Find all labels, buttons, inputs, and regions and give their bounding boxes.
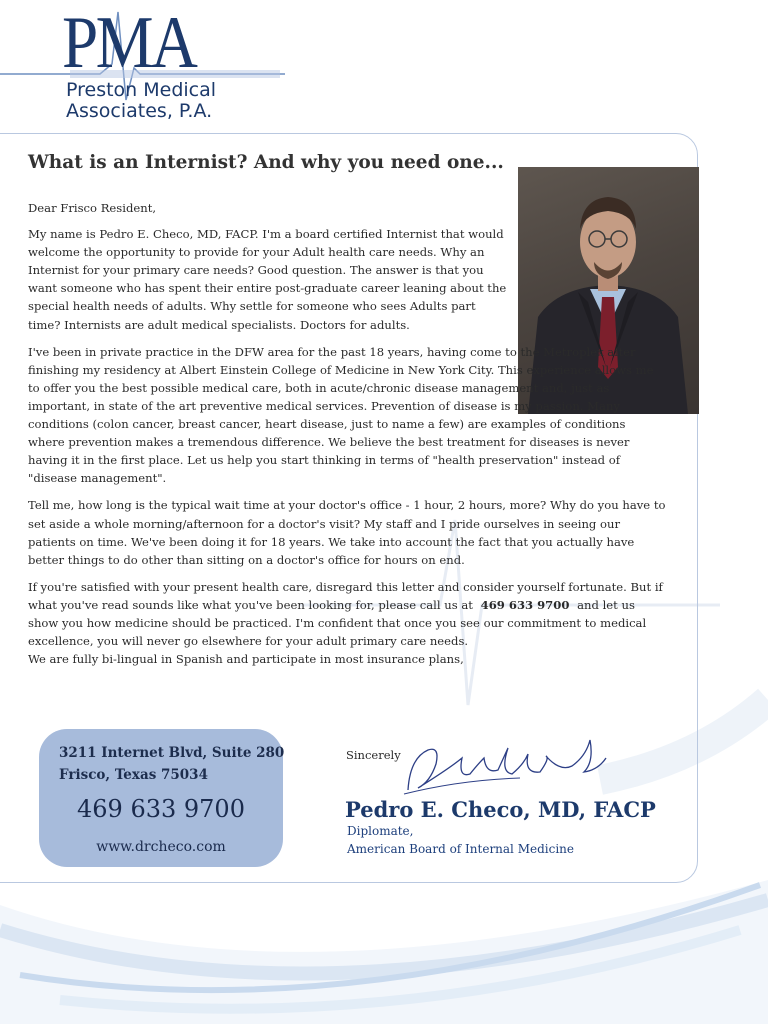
city-address: Frisco, Texas 75034 [59,767,208,783]
page-title: What is an Internist? And why you need one... [28,152,504,173]
street-address: 3211 Internet Blvd, Suite 280 [59,745,285,761]
logo-line-2: Associates, P.A. [66,100,213,122]
inline-phone-number[interactable]: 469 633 9700 [480,597,570,612]
paragraph-4-text-before: If you're satisfied with your present health care, disregard this letter and consider yourself fortunate. But if what you've read sounds like what you've been looking for, please call us at [28,579,663,612]
paragraph-2 [28,343,664,488]
signature-icon [400,728,615,798]
website-link[interactable]: www.drcheco.com [96,839,226,855]
sincerely-text: Sincerely [346,748,401,762]
credential-line-1: Diplomate, [347,824,414,838]
paragraph-4-text-after: and let us show you how medicine should be practiced. I'm confident that once you see our commitment to medical excellence, you will never go elsewhere for your adult primary care needs. [28,597,647,649]
greeting: Dear Frisco Resident, [28,201,157,215]
contact-box [39,729,283,867]
doctor-name: Pedro E. Checo, MD, FACP [345,797,656,822]
letter-body [28,199,668,677]
logo-line-1: Preston Medical [66,79,217,101]
paragraph-2-text: I've been in private practice in the DFW area for the past 18 years, having come to the Metroplex after finishing my residency at Albert Einstein College of Medicine in New York City. This experience allows me to offer you the best possible medical care, both in acute/chronic disease management and, just as important, in state of the art preventive medical services. Prevention of disease is my passion. Many conditions (colon cancer, breast cancer, heart disease, just to name a few) are examples of conditions where prevention makes a tremendous difference. We believe the best treatment for diseases is never having it in the first place. Let us help you start thinking in terms of "health preservation" instead of "disease management". [28,344,654,486]
logo-letters: PMA [62,2,196,84]
paragraph-1: My name is Pedro E. Checo, MD, FACP. I'm a board certified Internist that would welcome the opportunity to provide for your Adult health care needs. Why an Internist for your primary care needs? Good question. The answer is that you want someone who has spent their entire post-graduate career leaning about the special health needs of adults. Why settle for someone who sees Adults part time? Internists are adult medical specialists. Doctors for adults. [28,227,507,332]
paragraph-5: We are fully bi-lingual in Spanish and participate in most insurance plans, [28,652,464,667]
phone-number[interactable]: 469 633 9700 [77,795,245,823]
paragraph-3: Tell me, how long is the typical wait time at your doctor's office - 1 hour, 2 hours, more? Why do you have to set aside a whole morning/afternoon for a doctor's visit? My staff and I pride ourselves in seeing our patients on time. We've been doing it for 18 years. We take into account the fact that you actually have better things to do other than sitting on a doctor's office for hours on end. [28,498,666,567]
credential-line-2: American Board of Internal Medicine [347,842,575,856]
paragraph-4 [28,578,668,650]
pma-logo [0,0,290,130]
